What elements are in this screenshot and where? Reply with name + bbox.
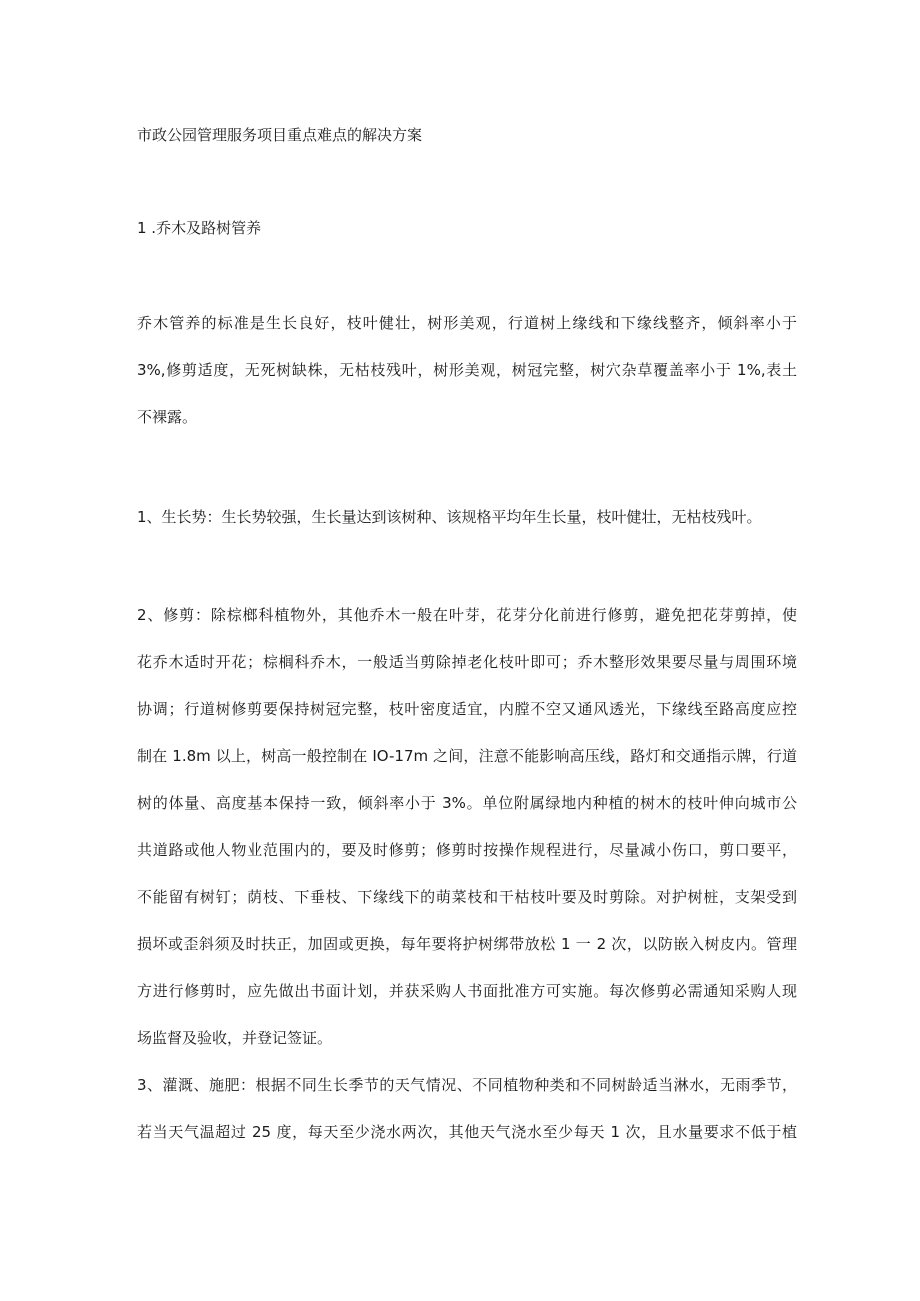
item1-line: 1、生长势：生长势较强，生长量达到该树种、该规格平均年生长量，枝叶健壮，无枯枝残叶。 xyxy=(137,508,762,526)
item3-line: 3、灌溉、施肥：根据不同生长季节的天气情况、不同植物种类和不同树龄适当淋水，无雨季节， xyxy=(137,1076,797,1094)
intro-line: 乔木管养的标准是生长良好，枝叶健壮，树形美观，行道树上缘线和下缘线整齐，倾斜率小于 xyxy=(137,314,797,332)
item2-line: 方进行修剪时，应先做出书面计划，并获采购人书面批准方可实施。每次修剪必需通知采购人现 xyxy=(137,982,797,1000)
intro-line: 3%,修剪适度，无死树缺株，无枯枝残叶，树形美观，树冠完整，树穴杂草覆盖率小于 1%,表土 xyxy=(137,361,797,379)
item2-line: 损坏或歪斜须及时扶正，加固或更换，每年要将护树绑带放松 1 一 2 次，以防嵌入树皮内。管理 xyxy=(137,935,797,953)
item2-line: 2、修剪：除棕榔科植物外，其他乔木一般在叶芽，花芽分化前进行修剪，避免把花芽剪掉，使 xyxy=(137,606,797,624)
item2-line: 共道路或他人物业范围内的，要及时修剪；修剪时按操作规程进行，尽量减小伤口，剪口要平， xyxy=(137,841,797,859)
document-title: 市政公园管理服务项目重点难点的解决方案 xyxy=(137,126,423,144)
item2-line: 制在 1.8m 以上，树高一般控制在 IO-17m 之间，注意不能影响高压线，路灯和交通指示牌，行道 xyxy=(137,747,797,765)
section-heading: 1 .乔木及路树管养 xyxy=(137,219,262,237)
item2-line: 不能留有树钉；荫枝、下垂枝、下缘线下的萌菜枝和干枯枝叶要及时剪除。对护树桩，支架受到 xyxy=(137,888,797,906)
item2-line: 场监督及验收，并登记签证。 xyxy=(137,1029,333,1047)
item2-line: 协调；行道树修剪要保持树冠完整，枝叶密度适宜，内膛不空又通风透光，下缘线至路高度应控 xyxy=(137,700,797,718)
item2-line: 花乔木适时开花；棕榈科乔木，一般适当剪除掉老化枝叶即可；乔木整形效果要尽量与周围环境 xyxy=(137,653,797,671)
item2-line: 树的体量、高度基本保持一致，倾斜率小于 3%。单位附属绿地内种植的树木的枝叶伸向城市公 xyxy=(137,794,797,812)
intro-line: 不裸露。 xyxy=(137,408,198,426)
item3-line: 若当天气温超过 25 度，每天至少浇水两次，其他天气浇水至少每天 1 次，且水量要求不低于植 xyxy=(137,1123,797,1141)
